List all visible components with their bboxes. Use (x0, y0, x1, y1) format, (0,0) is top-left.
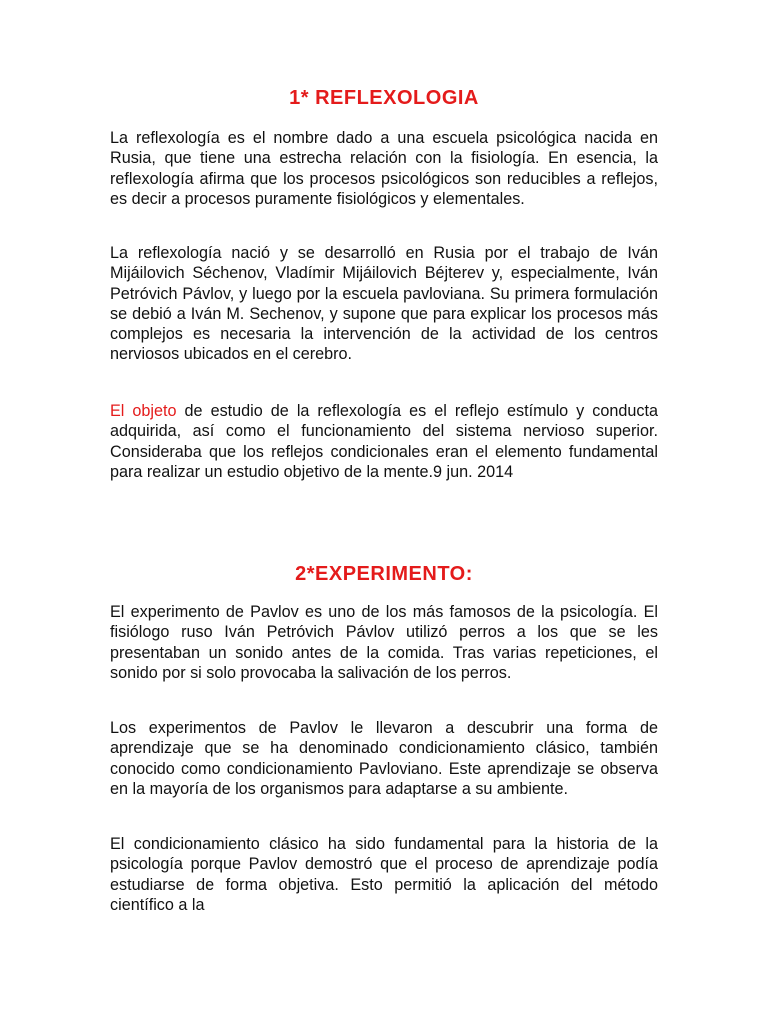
paragraph-origin: La reflexología nació y se desarrolló en Rusia por el trabajo de Iván Mijáilovich Séchenov, Vladímir Mijáilovich Béjterev y, especialmente, Iván Petróvich Pávlov, y luego por la escuela pavloviana. Su primera formulación se debió a Iván M. Sechenov, y supone que para explicar los procesos más complejos es necesaria la intervención de la actividad de los centros nerviosos ubicados en el cerebro. (110, 244, 658, 364)
paragraph-object-text: de estudio de la reflexología es el reflejo estímulo y conducta adquirida, así como el funcionamiento del sistema nervioso superior. Consideraba que los reflejos condicionales eran el elemento fundamental para realizar un estudio objetivo de la mente.9 jun. 2014 (110, 402, 658, 481)
highlighted-phrase: El objeto (110, 402, 177, 420)
paragraph-importance: El condicionamiento clásico ha sido fundamental para la historia de la psicología porque Pavlov demostró que el proceso de aprendizaje podía estudiarse de forma objetiva. Esto permitió la aplicación del método científico a la (110, 835, 658, 914)
section-heading-reflexologia: 1* REFLEXOLOGIA (289, 87, 479, 109)
section-heading-experimento: 2*EXPERIMENTO: (295, 563, 473, 585)
paragraph-classical-conditioning: Los experimentos de Pavlov le llevaron a descubrir una forma de aprendizaje que se ha denominado condicionamiento clásico, también conocido como condicionamiento Pavloviano. Este aprendizaje se observa en la mayoría de los organismos para adaptarse a su ambiente. (110, 719, 658, 798)
paragraph-definition: La reflexología es el nombre dado a una escuela psicológica nacida en Rusia, que tiene una estrecha relación con la fisiología. En esencia, la reflexología afirma que los procesos psicológicos son reducibles a reflejos, es decir a procesos puramente fisiológicos y elementales. (110, 129, 658, 208)
paragraph-experiment: El experimento de Pavlov es uno de los más famosos de la psicología. El fisiólogo ruso Iván Petróvich Pávlov utilizó perros a los que se les presentaban un sonido antes de la comida. Tras varias repeticiones, el sonido por si solo provocaba la salivación de los perros. (110, 603, 658, 682)
paragraph-object (110, 401, 658, 482)
